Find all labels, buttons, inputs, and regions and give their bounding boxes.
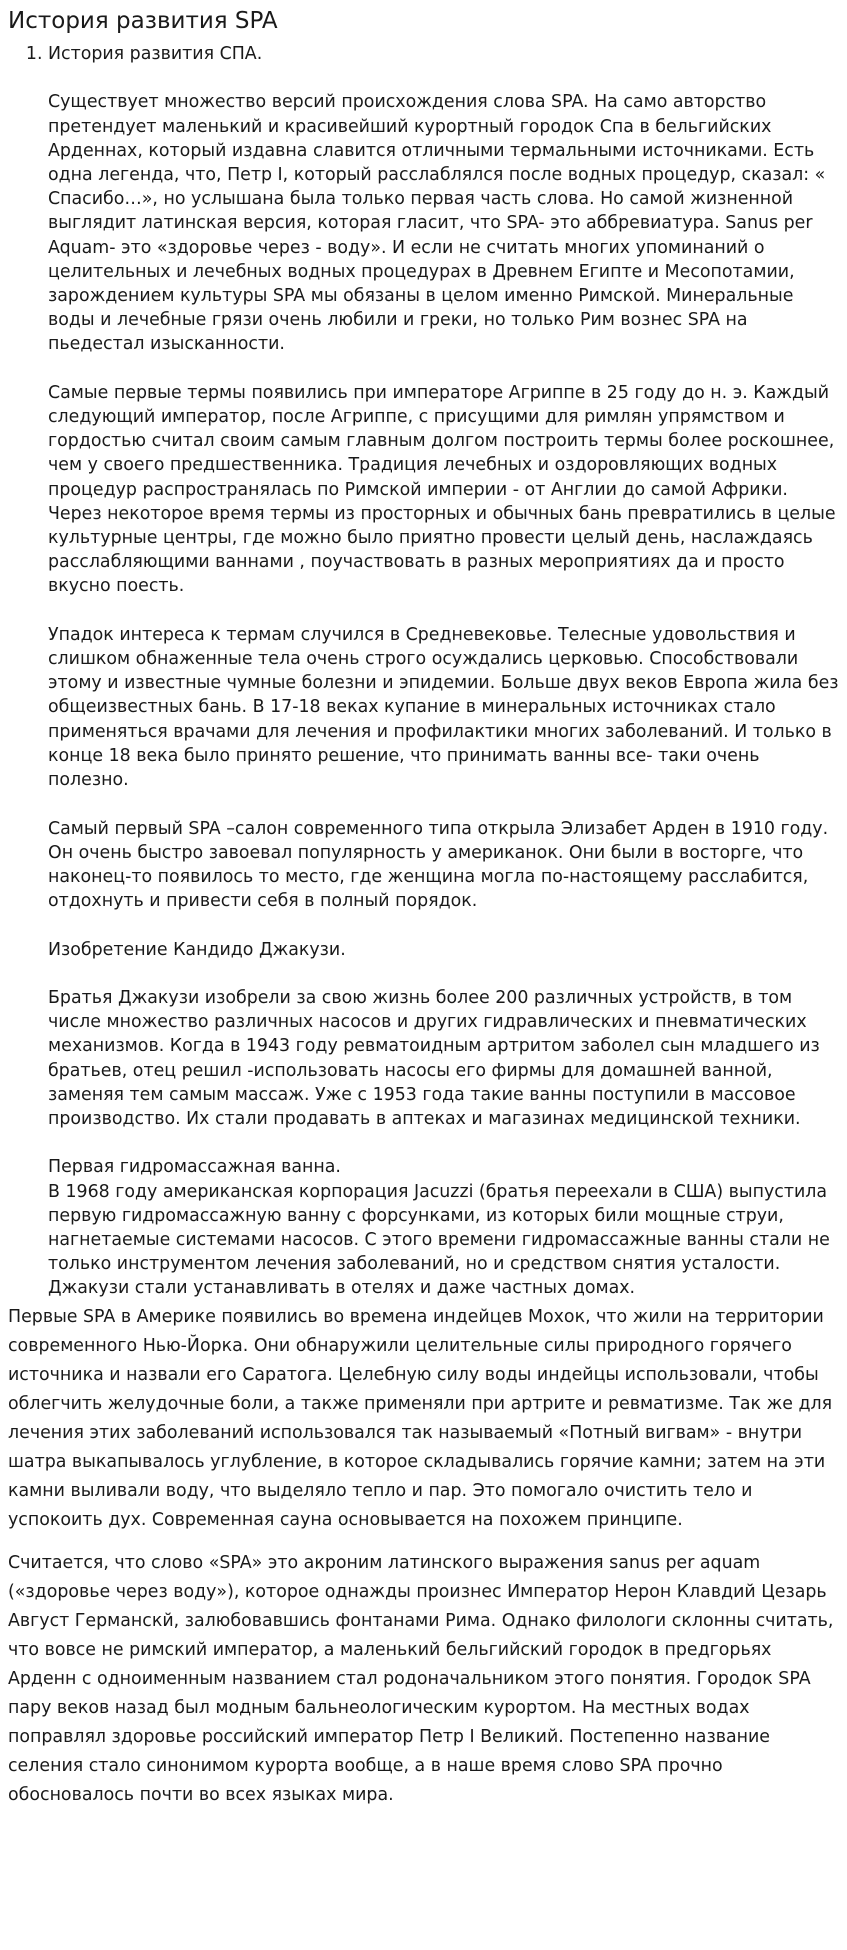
list-item: 1. История развития СПА. Существует множество версий происхождения слова SPA. На само авторство претендует маленький и красивейший курортный городок Спа в бельгийских Арденнах, который издавна славится отличными термальными источниками. Есть одна легенда, что, Петр I, который расслаблялся после водных процедур, сказал: « Спасибо…», но услышана была только первая часть слова. Но самой жизненной выглядит латинская версия, которая гласит, что SPA- это аббревиатура. Sanus per Aquam- это «здоровье через - воду». И если не считать многих упоминаний о целительных и лечебных водных процедурах в Древнем Египте и Месопотамии, зарождением культуры SPA мы обязаны в целом именно Римской. Минеральные воды и лечебные грязи очень любили и греки, но только Рим вознес SPA на пьедестал изысканности. Самые первые термы появились при императоре Агриппе в 25 году до н. э. Каждый следующий император, после Агриппе, с присущими для римлян упрямством и гордостью считал своим самым главным долгом построить термы более роскошнее, чем у своего предшественника. Традиция лечебных и оздоровляющих водных процедур распространялась по Римской империи - от Англии до самой Африки. Через некоторое время термы из просторных и обычных бань превратились в целые культурные центры, где можно было приятно провести целый день, наслаждаясь расслабляющими ваннами , поучаствовать в разных мероприятиях да и просто вкусно поесть. Упадок интереса к термам случился в Средневековье. Телесные удовольствия и слишком обнаженные тела очень строго осуждались церковью. Способствовали этому и известные чумные болезни и эпидемии. Больше двух веков Европа жила без общеизвестных бань. В 17-18 веках купание в минеральных источниках стало применяться врачами для лечения и профилактики многих заболеваний. И только в конце 18 века было принято решение, что принимать ванны все- таки очень полезно. Самый первый SPA –салон современного типа открыла Элизабет Арден в 1910 году. Он очень быстро завоевал популярность у американок. Они были в восторге, что наконец-то появилось то место, где женщина могла по-настоящему расслабится, отдохнуть и привести себя в полный порядок. Изобретение Кандидо Джакузи. Братья Джакузи изобрели за свою жизнь более 200 различных устройств, в том числе множество различных насосов и других гидравлических и пневматических механизмов. Когда в 1943 году ревматоидным артритом заболел сын младшего из братьев, отец решил -использовать насосы его фирмы для домашней ванной, заменяя тем самым массаж. Уже с 1953 года такие ванны поступили в массовое производство. Их стали продавать в аптеках и магазинах медицинской техники. Первая гидромассажная ванна. В 1968 году американская корпорация Jacuzzi (братья переехали в США) выпустила первую гидромассажную ванну с форсунками, из которых били мощные струи, нагнетаемые системами насосов. С этого времени гидромассажные ванны стали не только инструментом лечения заболеваний, но и средством снятия усталости. Джакузи стали устанавливать в отелях и даже частных домах. [48,42,839,1301]
paragraph-america: Первые SPA в Америке появились во времена индейцев Мохок, что жили на территории современного Нью-Йорка. Они обнаружили целительные силы природного горячего источника и назвали его Саратога. Целебную силу воды индейцы использовали, чтобы облегчить желудочные боли, а также применяли при артрите и ревматизме. Так же для лечения этих заболеваний использовался так называемый «Потный вигвам» - внутри шатра выкапывалось углубление, в которое складывались горячие камни; затем на эти камни выливали воду, что выделяло тепло и пар. Это помогало очистить тело и успокоить дух. Современная сауна основывается на похожем принципе. [8,1306,833,1530]
history-list [8,42,839,1301]
page-title: История развития SPA [8,8,278,34]
paragraph-etymology: Считается, что слово «SPA» это акроним латинского выражения sanus per aquam («здоровье через воду»), которое однажды произнес Император Нерон Клавдий Цезарь Август Германскй, залюбовавшись фонтанами Рима. Однако филологи склонны считать, что вовсе не римский император, а маленький бельгийский городок в предгорьях Арденн с одноименным названием стал родоначальником этого понятия. Городок SPA пару веков назад был модным бальнеологическим курортом. На местных водах поправлял здоровье российский император Петр I Великий. Постепенно название селения стало синонимом курорта вообще, а в наше время слово SPA прочно обосновалось почти во всех языках мира. [8,1552,834,1805]
